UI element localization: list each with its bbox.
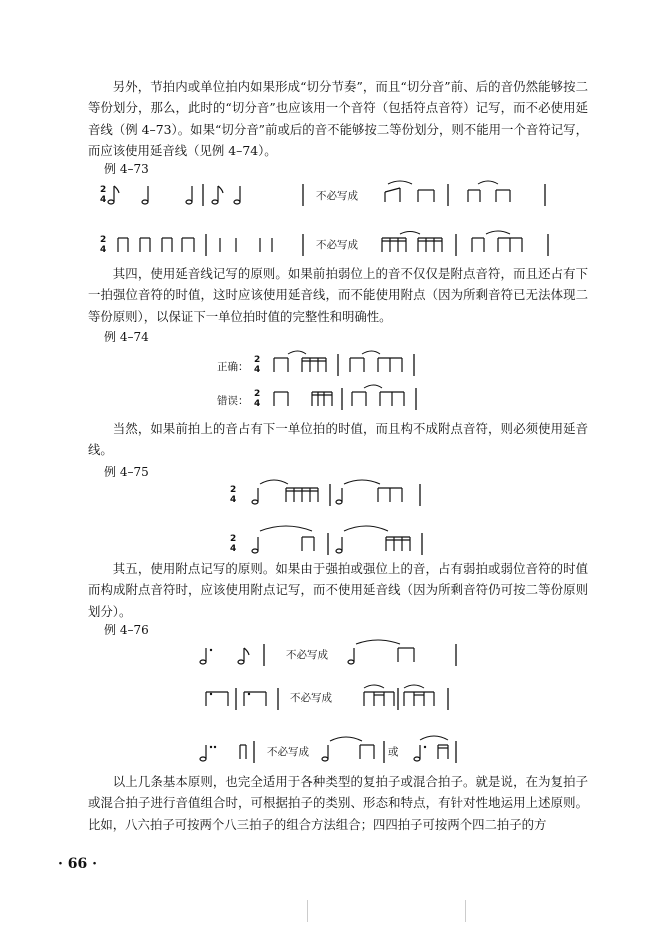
no-need-text-4-73-2: 不必写成 bbox=[316, 239, 358, 251]
scan-artifact-line bbox=[307, 900, 308, 922]
no-need-text-4-73-1: 不必写成 bbox=[316, 190, 358, 202]
example-label-4-74: 例 4–74 bbox=[104, 330, 149, 344]
or-text: 或 bbox=[388, 746, 399, 758]
svg-text:4: 4 bbox=[100, 195, 107, 205]
score-4-75-row-1 bbox=[230, 478, 450, 512]
svg-text:4: 4 bbox=[100, 245, 107, 255]
no-need-text-4-76-1: 不必写成 bbox=[286, 649, 328, 661]
score-4-74-wrong bbox=[254, 382, 454, 416]
score-4-76-row-1 bbox=[198, 638, 468, 672]
paragraph-dot-principle: 其五，使用附点记写的原则。如果由于强拍或强位上的音，占有弱拍或弱位音符的时值而构成附点音符时，应该使用附点记写，而不使用延音线（因为所剩音符仍可按二等份原则划分）。 bbox=[88, 561, 588, 619]
paragraph-tie-required: 当然，如果前拍上的音占有下一单位拍的时值，而且构不成附点音符，则必须使用延音线。 bbox=[88, 421, 588, 458]
no-need-text-4-76-3: 不必写成 bbox=[267, 746, 309, 758]
example-label-4-75: 例 4–75 bbox=[104, 465, 149, 479]
paragraph-compound-meter: 以上几条基本原则，也完全适用于各种类型的复拍子或混合拍子。就是说，在为复拍子或混合拍子进行音值组合时，可根据拍子的类别、形态和特点，有针对性地运用上述原则。比如，八六拍子可按两个八三拍子的组合方法组合；四四拍子可按两个四二拍子的方 bbox=[88, 774, 588, 832]
scan-artifact-line bbox=[465, 900, 466, 922]
page-number: · 66 · bbox=[58, 856, 97, 872]
svg-text:4: 4 bbox=[230, 544, 237, 554]
example-label-4-73: 例 4–73 bbox=[104, 162, 149, 176]
svg-text:2: 2 bbox=[100, 185, 107, 195]
svg-text:4: 4 bbox=[230, 495, 237, 505]
paragraph-tie-principle: 其四，使用延音线记写的原则。如果前拍弱位上的音不仅仅是附点音符，而且还占有下一拍强位音符的时值，这时应该使用延音线，而不能使用附点（因为所剩音符已无法体现二等份原则），以保证下一单位拍时值的完整性和明确性。 bbox=[88, 266, 588, 324]
paragraph-syncopation: 另外，节拍内或单位拍内如果形成“切分节奏”，而且“切分音”前、后的音仍然能够按二等份划分，那么，此时的“切分音”也应该用一个音符（包括符点音符）记写，而不必使用延音线（例 4–73）。如果“切分音”前或后的音不能够按二等份划分，则不能用一个音符记写，而应该使用延音线（见例 4–74）。 bbox=[88, 79, 588, 159]
example-label-4-76: 例 4–76 bbox=[104, 623, 149, 637]
no-need-text-4-76-2: 不必写成 bbox=[290, 692, 332, 704]
svg-text:2: 2 bbox=[230, 534, 237, 544]
score-4-76-row-2 bbox=[198, 682, 468, 716]
svg-text:2: 2 bbox=[254, 389, 261, 399]
correct-label: 正确： bbox=[217, 361, 249, 373]
wrong-label: 错误： bbox=[217, 395, 249, 407]
svg-text:2: 2 bbox=[230, 485, 237, 495]
svg-text:4: 4 bbox=[254, 365, 261, 375]
svg-text:2: 2 bbox=[100, 235, 107, 245]
score-4-75-row-2 bbox=[230, 527, 450, 561]
svg-text:2: 2 bbox=[254, 355, 261, 365]
svg-text:4: 4 bbox=[254, 399, 261, 409]
score-4-76-row-3 bbox=[198, 735, 468, 769]
score-4-74-correct bbox=[254, 348, 454, 382]
